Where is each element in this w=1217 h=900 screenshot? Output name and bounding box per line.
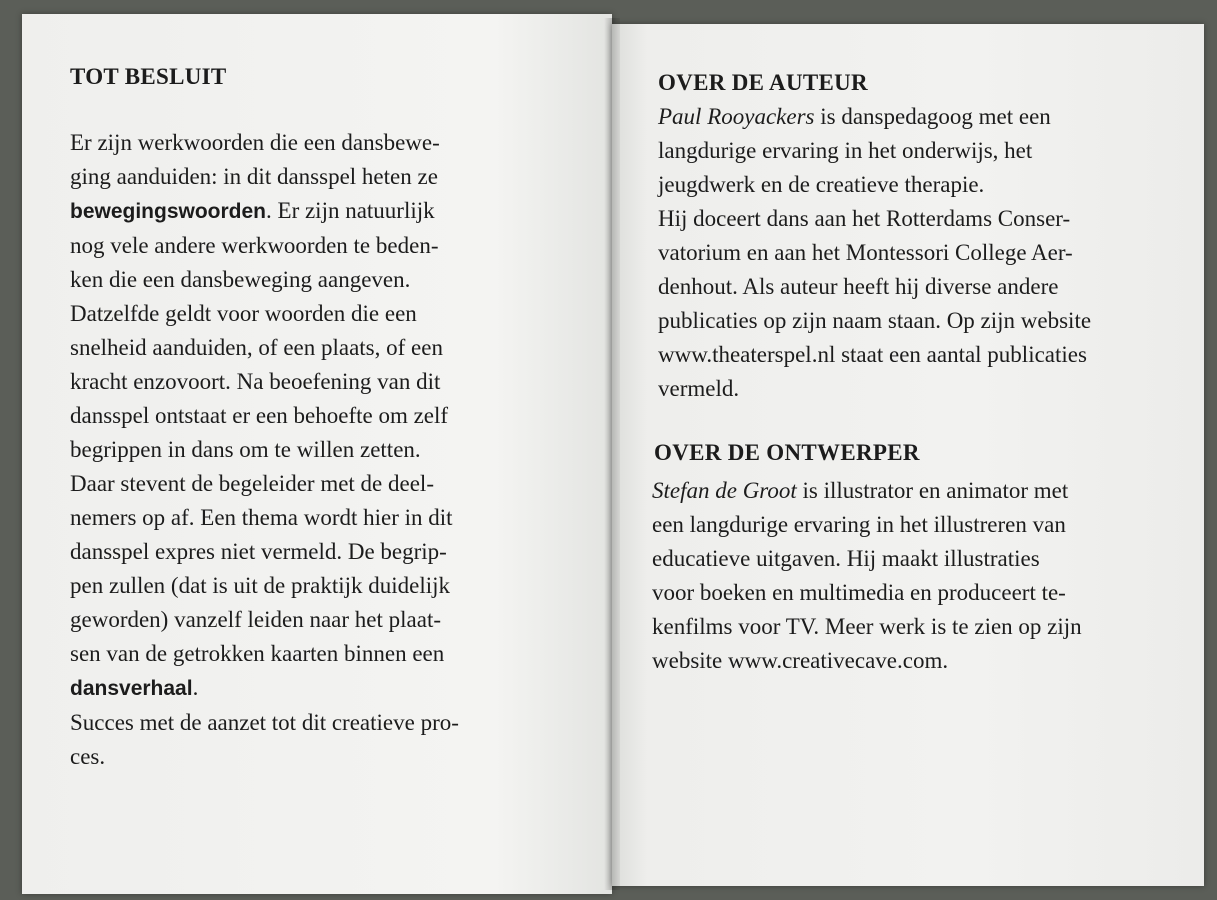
section-heading-tot-besluit: TOT BESLUIT — [70, 64, 227, 89]
body-line: nog vele andere werkwoorden te beden- — [70, 233, 439, 258]
body-line: langdurige ervaring in het onderwijs, het — [658, 138, 1033, 163]
body-line: ken die een dansbeweging aangeven. — [70, 267, 411, 292]
body-line: vatorium en aan het Montessori College Aer- — [658, 240, 1073, 265]
body-line: ces. — [70, 744, 106, 769]
body-line: dansspel expres niet vermeld. De begrip- — [70, 539, 447, 564]
body-line: Hij doceert dans aan het Rotterdams Conser- — [658, 206, 1071, 231]
left-page — [22, 14, 612, 894]
body-line: Er zijn werkwoorden die een dansbewe- — [70, 130, 440, 155]
body-line: website www.creativecave.com. — [652, 648, 949, 673]
body-line: pen zullen (dat is uit de praktijk duidelijk — [70, 573, 451, 598]
left-body-text — [70, 126, 570, 774]
body-line: jeugdwerk en de creatieve therapie. — [658, 172, 985, 197]
section-heading-over-de-ontwerper: OVER DE ONTWERPER — [654, 440, 920, 465]
designer-bio — [652, 474, 1157, 678]
bold-term-bewegingswoorden: bewegingswoorden — [70, 200, 267, 223]
body-line: Daar stevent de begeleider met de deel- — [70, 471, 434, 496]
bold-term-dansverhaal: dansverhaal — [70, 677, 193, 700]
body-line: kenfilms voor TV. Meer werk is te zien op zijn — [652, 614, 1082, 639]
body-line: nemers op af. Een thema wordt hier in dit — [70, 505, 453, 530]
body-line: voor boeken en multimedia en produceert te- — [652, 580, 1066, 605]
body-line: Paul Rooyackers is danspedagoog met een — [658, 104, 1051, 129]
body-line: kracht enzovoort. Na beoefening van dit — [70, 369, 441, 394]
right-page — [612, 24, 1204, 886]
body-line: een langdurige ervaring in het illustreren van — [652, 512, 1066, 537]
body-line: geworden) vanzelf leiden naar het plaat- — [70, 607, 441, 632]
body-line: denhout. Als auteur heeft hij diverse andere — [658, 274, 1059, 299]
section-heading-over-de-auteur: OVER DE AUTEUR — [658, 70, 868, 95]
body-line: publicaties op zijn naam staan. Op zijn website — [658, 308, 1092, 333]
body-line: sen van de getrokken kaarten binnen een — [70, 641, 445, 666]
body-line: Datzelfde geldt voor woorden die een — [70, 301, 417, 326]
body-line: dansverhaal. — [70, 675, 199, 700]
body-line: begrippen in dans om te willen zetten. — [70, 437, 421, 462]
author-bio — [658, 100, 1158, 406]
body-line: www.theaterspel.nl staat een aantal publicaties — [658, 342, 1087, 367]
author-name: Paul Rooyackers — [658, 104, 815, 129]
body-line: bewegingswoorden. Er zijn natuurlijk — [70, 198, 435, 223]
body-line: snelheid aanduiden, of een plaats, of een — [70, 335, 443, 360]
body-line: educatieve uitgaven. Hij maakt illustraties — [652, 546, 1040, 571]
body-line: ging aanduiden: in dit dansspel heten ze — [70, 164, 438, 189]
body-line: Stefan de Groot is illustrator en animator met — [652, 478, 1069, 503]
body-line: dansspel ontstaat er een behoefte om zelf — [70, 403, 449, 428]
body-line: Succes met de aanzet tot dit creatieve pro- — [70, 710, 459, 735]
designer-name: Stefan de Groot — [652, 478, 797, 503]
body-line: vermeld. — [658, 376, 740, 401]
